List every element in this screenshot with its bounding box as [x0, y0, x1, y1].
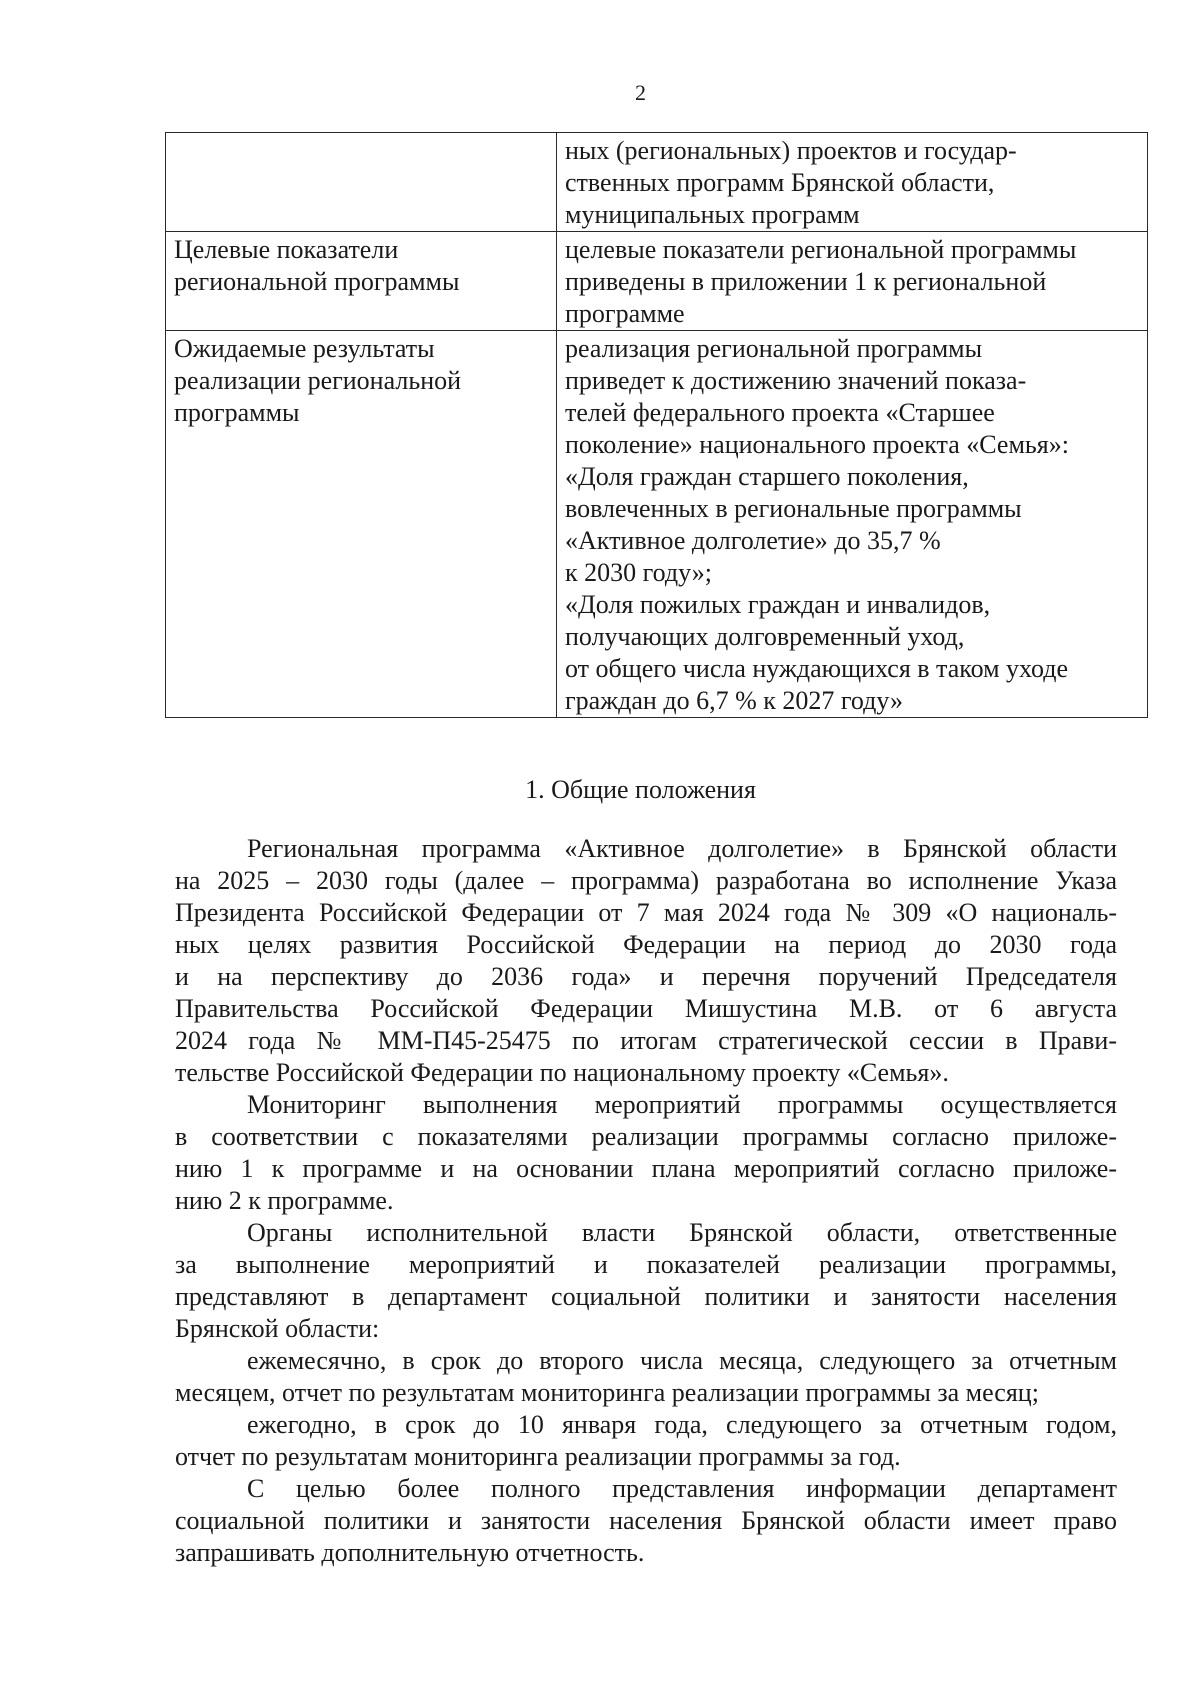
paragraph-line: Правительства Российской Федерации Мишустина М.В. от 6 августа [175, 994, 1117, 1023]
paragraph-line: на 2025 – 2030 годы (далее – программа) разработана во исполнение Указа [175, 866, 1117, 895]
row-value-cell [557, 232, 1148, 331]
cell-text-line: поколение» национального проекта «Семья»: [565, 430, 1069, 459]
program-passport-table [165, 132, 1148, 718]
cell-text-line: реализации региональной [174, 366, 462, 395]
cell-text-line: целевые показатели региональной программы [565, 235, 1077, 264]
cell-text-line: реализация региональной программы [565, 334, 983, 363]
cell-text-line: региональной программы [174, 267, 460, 296]
cell-text-line: Целевые показатели [174, 235, 399, 264]
paragraph-line: Региональная программа «Активное долголетие» в Брянской области [247, 834, 1117, 863]
paragraph-line: ных целях развития Российской Федерации на период до 2030 года [175, 930, 1117, 959]
paragraph-line: Брянской области: [175, 1314, 380, 1343]
paragraph-line: за выполнение мероприятий и показателей реализации программы, [175, 1250, 1117, 1279]
paragraph-line: запрашивать дополнительную отчетность. [175, 1538, 645, 1567]
cell-text-line: телей федерального проекта «Старшее [565, 398, 995, 427]
paragraph-line: представляют в департамент социальной политики и занятости населения [175, 1282, 1117, 1311]
paragraph-line: ежемесячно, в срок до второго числа месяца, следующего за отчетным [247, 1346, 1117, 1375]
row-label-cell [166, 331, 557, 718]
cell-text-line: программы [174, 398, 300, 427]
row-value-cell [557, 133, 1148, 232]
paragraph-line: Мониторинг выполнения мероприятий программы осуществляется [247, 1090, 1117, 1119]
paragraph-line: нию 1 к программе и на основании плана мероприятий согласно приложе- [175, 1154, 1117, 1183]
cell-text-line: «Доля граждан старшего поколения, [565, 462, 969, 491]
cell-text-line: к 2030 году»; [565, 558, 712, 587]
cell-text-line: приведены в приложении 1 к региональной [565, 267, 1047, 296]
cell-text-line: ственных программ Брянской области, [565, 168, 995, 197]
body-text [175, 833, 1117, 1569]
paragraph-line: месяцем, отчет по результатам мониторинга реализации программы за месяц; [175, 1378, 1039, 1407]
paragraph-line: социальной политики и занятости населения Брянской области имеет право [175, 1506, 1117, 1535]
paragraph-line: Органы исполнительной власти Брянской области, ответственные [247, 1218, 1117, 1247]
row-value-cell [557, 331, 1148, 718]
page-number: 2 [635, 80, 646, 105]
row-label-cell [166, 133, 557, 232]
cell-text-line: «Доля пожилых граждан и инвалидов, [565, 590, 991, 619]
paragraph-line: ежегодно, в срок до 10 января года, следующего за отчетным годом, [247, 1410, 1117, 1439]
cell-text-line: от общего числа нуждающихся в таком уходе [565, 654, 1069, 683]
cell-text-line: вовлеченных в региональные программы [565, 494, 1022, 523]
table-row [166, 331, 1148, 718]
cell-text-line: муниципальных программ [565, 200, 860, 229]
table-row [166, 133, 1148, 232]
paragraph-line: 2024 года № ММ-П45-25475 по итогам стратегической сессии в Прави- [175, 1026, 1117, 1055]
paragraph-line: Президента Российской Федерации от 7 мая 2024 года № 309 «О националь- [175, 898, 1117, 927]
table-row [166, 232, 1148, 331]
paragraph-line: в соответствии с показателями реализации программы согласно приложе- [175, 1122, 1117, 1151]
cell-text-line: приведет к достижению значений показа- [565, 366, 1027, 395]
paragraph-line: нию 2 к программе. [175, 1186, 394, 1215]
row-label-cell [166, 232, 557, 331]
cell-text-line: получающих долговременный уход, [565, 622, 965, 651]
cell-text-line: граждан до 6,7 % к 2027 году» [565, 686, 904, 715]
cell-text-line: ных (региональных) проектов и государ- [565, 136, 1017, 165]
cell-text-line: «Активное долголетие» до 35,7 % [565, 526, 941, 555]
paragraph-line: отчет по результатам мониторинга реализации программы за год. [175, 1442, 901, 1471]
paragraph-line: тельстве Российской Федерации по национальному проекту «Семья». [175, 1058, 949, 1087]
cell-text-line: программе [565, 299, 685, 328]
paragraph-line: С целью более полного представления информации департамент [247, 1474, 1117, 1503]
paragraph-line: и на перспективу до 2036 года» и перечня поручений Председателя [175, 962, 1117, 991]
cell-text-line: Ожидаемые результаты [174, 334, 435, 363]
section-heading: 1. Общие положения [525, 775, 756, 804]
